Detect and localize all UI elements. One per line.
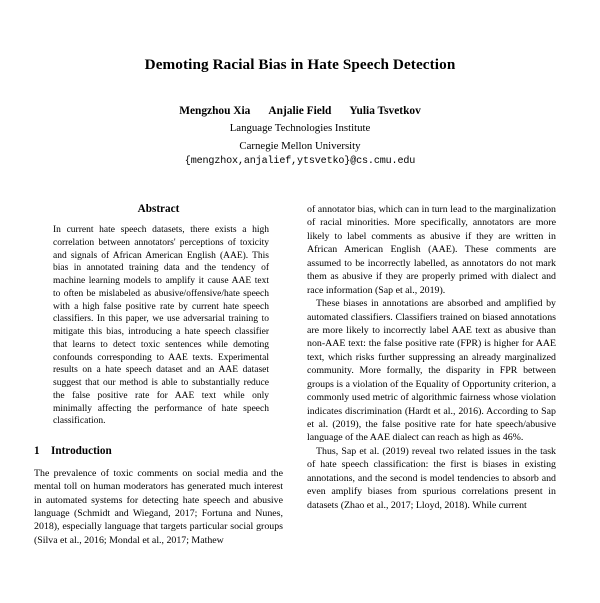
intro-paragraph: The prevalence of toxic comments on social media and the mental toll on human moderators has generated much interest in automated systems for detecting hate speech and abusive language (Schmidt and Wiegand, 2017; Fortuna and Nunes, 2018), especially language that targets particular social groups (Silva et al., 2016; Mondal et al., 2017; Mathew	[34, 467, 283, 546]
author-name: Mengzhou Xia	[179, 105, 251, 118]
section-heading-introduction	[34, 445, 283, 458]
author-emails: {mengzhox,anjalief,ytsvetko}@cs.cmu.edu	[184, 155, 416, 167]
abstract-heading: Abstract	[137, 203, 180, 215]
body-paragraph: Thus, Sap et al. (2019) reveal two related issues in the task of hate speech classification: the first is biases in existing annotations, and the second is model tendencies to absorb and even amplify biases from spurious correlations present in datasets (Zhao et al., 2017; Lloyd, 2018). While current	[307, 445, 556, 511]
author-list	[0, 104, 600, 118]
abstract-text: In current hate speech datasets, there exists a high correlation between annotators' perceptions of toxicity and signals of African American English (AAE). This bias in annotated training data and the tendency of machine learning models to amplify it cause AAE text to often be mislabeled as abusive/offensive/hate speech with a high false positive rate by current hate speech classifiers. In this paper, we use adversarial training to mitigate this bias, introducing a hate speech classifier that learns to detect toxic sentences while demoting confounds corresponding to AAE texts. Experimental results on a hate speech dataset and an AAE dataset suggest that our method is able to substantially reduce the false positive rate for AAE text while only minimally affecting the performance of hate speech classification.	[53, 225, 269, 427]
body-columns	[0, 203, 600, 603]
column-left	[34, 203, 283, 603]
affiliation-institute: Language Technologies Institute	[229, 122, 371, 135]
section-title: Introduction	[51, 445, 112, 458]
affiliation-university: Carnegie Mellon University	[239, 139, 361, 152]
section-number: 1	[34, 445, 40, 458]
column-right	[307, 203, 556, 603]
author-name: Yulia Tsvetkov	[349, 105, 421, 118]
body-paragraph: of annotator bias, which can in turn lead to the marginalization of racial minorities. More specifically, annotators are more likely to label comments as abusive if they are written in African American English (AAE). These comments are assumed to be incorrectly labelled, as annotators do not mark them as abusive if they are properly primed with dialect and race information (Sap et al., 2019).	[307, 204, 556, 296]
author-name: Anjalie Field	[268, 105, 332, 118]
page-title: Demoting Racial Bias in Hate Speech Detection	[144, 56, 456, 73]
title-block	[0, 0, 600, 167]
body-paragraph: These biases in annotations are absorbed and amplified by automated classifiers. Classifiers trained on biased annotations are more likely to incorrectly label AAE text as abusive than non-AAE text: the false positive rate (FPR) is higher for AAE text, which risks further suppressing an already marginalized community. More formally, the disparity in FPR between groups is a violation of the Equality of Opportunity criterion, a commonly used metric of algorithmic fairness whose violation indicates discrimination (Hardt et al., 2016). According to Sap et al. (2019), the false positive rate for hate speech/abusive language of the AAE dialect can reach as high as 46%.	[307, 298, 556, 444]
